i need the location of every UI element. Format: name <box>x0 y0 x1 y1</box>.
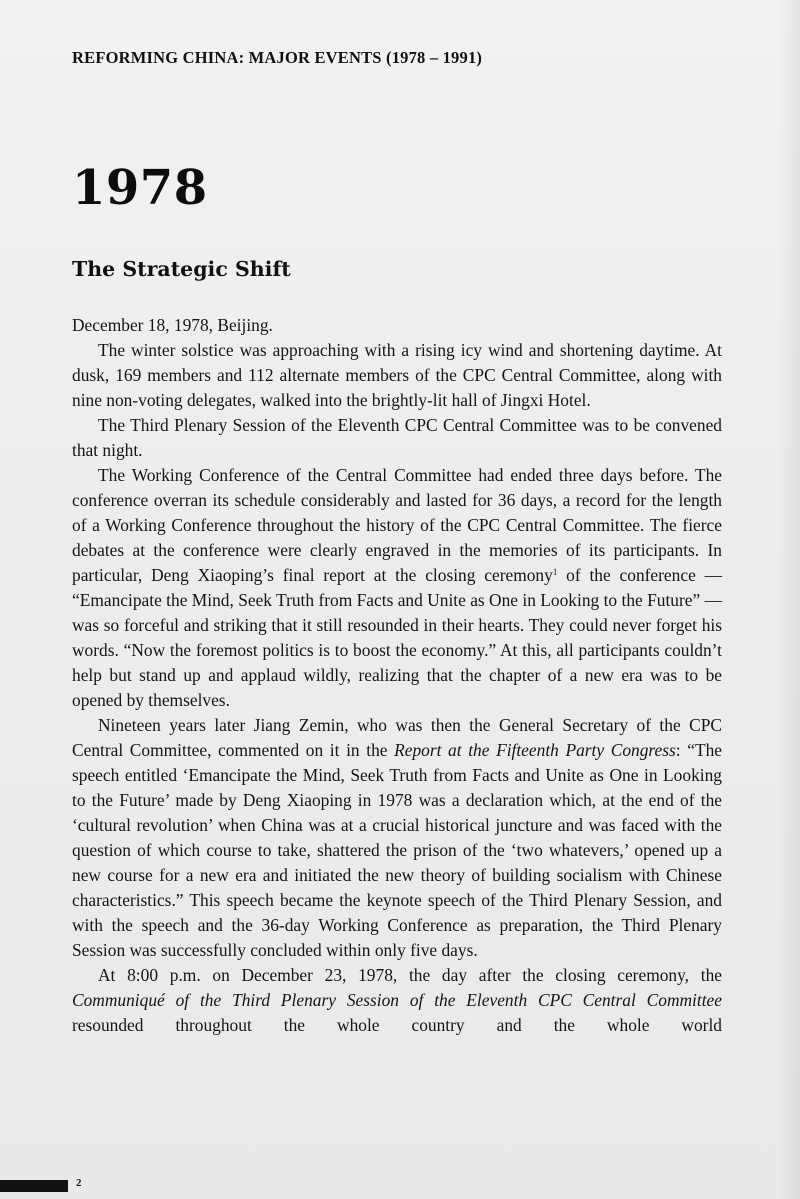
footnote-marker: 1 <box>552 567 558 577</box>
text-span: Nineteen years later Jiang Zemin, who was then the General Secretary of the CPC Central Committee, commented on it in the <box>72 715 722 760</box>
paragraph-working-conference <box>72 463 722 713</box>
paragraph-communique <box>72 963 722 1038</box>
text-span: of the conference — “Emancipate the Mind, Seek Truth from Facts and Unite as One in Looking to the Future” — was so forceful and striking that it still resounded in their hearts. They could never forget his words. “Now the foremost politics is to boost the economy.” At this, all participants couldn’t help but stand up and applaud wildly, realizing that the chapter of a new era was to be opened by themselves. <box>72 565 722 710</box>
running-header: REFORMING CHINA: MAJOR EVENTS (1978 – 1991) <box>72 48 483 67</box>
text-span: : “The speech entitled ‘Emancipate the Mind, Seek Truth from Facts and Unite as One in Looking to the Future’ made by Deng Xiaoping in 1978 was a declaration which, at the end of the ‘cultural revolution’ when China was at a crucial historical juncture and was faced with the question of which course to take, shattered the prison of the ‘two whatevers,’ opened up a new course for a new era and initiated the new theory of building socialism with Chinese characteristics.” This speech became the keynote speech of the Third Plenary Session, and with the speech and the 36-day Working Conference as preparation, the Third Plenary Session was successfully concluded within only five days. <box>72 740 722 960</box>
page-number: 2 <box>76 1177 82 1189</box>
text-span: At 8:00 p.m. on December 23, 1978, the day after the closing ceremony, the <box>98 965 722 985</box>
text-span: resounded throughout the whole country and the whole world <box>72 1015 722 1035</box>
paragraph-jiang-zemin <box>72 713 722 963</box>
italic-title: Communiqué of the Third Plenary Session of the Eleventh CPC Central Committee <box>72 990 722 1010</box>
paragraph-dateline: December 18, 1978, Beijing. <box>72 315 273 335</box>
italic-title: Report at the Fifteenth Party Congress <box>394 740 676 760</box>
footer-bar <box>0 1180 68 1192</box>
page-edge-shadow <box>778 0 800 1199</box>
body-text <box>72 313 722 1038</box>
paragraph-winter-solstice: The winter solstice was approaching with a rising icy wind and shortening daytime. At dusk, 169 members and 112 alternate members of the CPC Central Committee, along with nine non-voting delegates, walked into the brightly-lit hall of Jingxi Hotel. <box>72 340 722 410</box>
section-heading: The Strategic Shift <box>72 257 291 281</box>
chapter-year-heading: 1978 <box>72 160 208 216</box>
paragraph-plenary-session: The Third Plenary Session of the Eleventh CPC Central Committee was to be convened that night. <box>72 415 722 460</box>
text-span: The Working Conference of the Central Committee had ended three days before. The conference overran its schedule considerably and lasted for 36 days, a record for the length of a Working Conference throughout the history of the CPC Central Committee. The fierce debates at the conference were clearly engraved in the memories of its participants. In particular, Deng Xiaoping’s final report at the closing ceremony <box>72 465 722 585</box>
